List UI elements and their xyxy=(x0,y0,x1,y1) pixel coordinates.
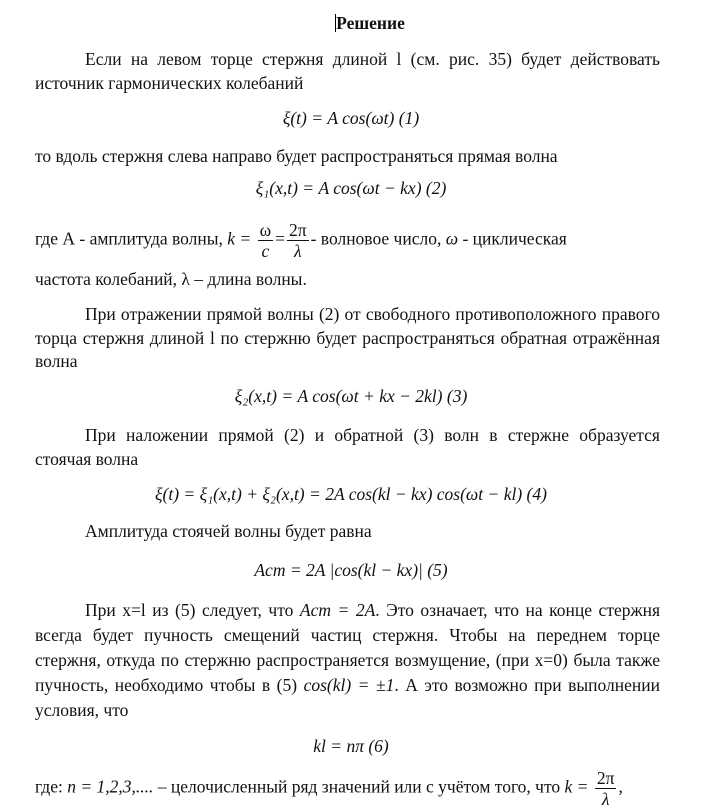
paragraph-6: Амплитуда стоячей волны будет равна xyxy=(85,521,372,541)
text: - волновое число, xyxy=(310,228,442,249)
math-omega: ω xyxy=(445,228,459,249)
paragraph-3 xyxy=(35,220,660,261)
text: – целочисленный ряд значений или с учётом того, что xyxy=(157,776,561,797)
denominator: λ xyxy=(601,789,610,809)
equation-6: kl = nπ (6) xyxy=(313,736,389,756)
paragraph-3-line-2: частота колебаний, λ – длина волны. xyxy=(35,269,307,289)
equation-2: ξ₁(x,t) = A cos(ωt − kx) (2) xyxy=(255,178,447,198)
numerator: 2π xyxy=(289,220,307,240)
paragraph-8 xyxy=(35,768,660,809)
equation-3: ξ₂(x,t) = A cos(ωt + kx − 2kl) (3) xyxy=(234,386,468,406)
equation-4: ξ(t) = ξ₁(x,t) + ξ₂(x,t) = 2A cos(kl − kx) cos(ωt − kl) (4) xyxy=(155,484,547,504)
title-text: Решение xyxy=(336,13,405,33)
paragraph-2: то вдоль стержня слева направо будет распространяться прямая волна xyxy=(35,146,558,166)
text: где: xyxy=(35,776,63,797)
math-amplitude: Aст = 2A xyxy=(299,600,376,620)
math-k: k = xyxy=(227,228,252,249)
text: При x=l из (5) следует, что xyxy=(85,600,294,620)
paragraph-4: При отражении прямой волны (2) от свободного противоположного правого торца стержня длиной l по стержню будет распространяться обратная отражённая волна xyxy=(35,304,660,371)
equation-5: Aст = 2A |cos(kl − kx)| (5) xyxy=(254,560,448,580)
numerator: ω xyxy=(259,220,272,240)
math-cos-condition: cos(kl) = ±1 xyxy=(303,675,395,695)
text: . Это означает, что на конце стержня всегда будет пучность смещений частиц стержня. Чтобы на переднем торце стержня, откуда по стержню распространяется возмущение, (при x=0) была также пучность, необходимо чтобы в (5) xyxy=(35,600,660,695)
paragraph-1: Если на левом торце стержня длиной l (см. рис. 35) будет действовать источник гармонических колебаний xyxy=(35,49,660,93)
equals: = xyxy=(275,228,285,249)
equation-1: ξ(t) = A cos(ωt) (1) xyxy=(282,108,420,128)
fraction-2pi-lambda xyxy=(287,220,309,261)
math-k: k = xyxy=(564,776,589,797)
paragraph-7 xyxy=(35,598,660,723)
section-title xyxy=(0,13,702,34)
denominator: λ xyxy=(294,241,302,261)
math-n-series: n = 1,2,3,.... xyxy=(67,776,154,797)
text: где А - амплитуда волны, xyxy=(35,228,223,249)
text: - циклическая xyxy=(462,228,567,249)
numerator: 2π xyxy=(596,768,615,788)
fraction-omega-c xyxy=(258,220,274,261)
paragraph-5: При наложении прямой (2) и обратной (3) волн в стержне образуется стоячая волна xyxy=(35,425,660,469)
denominator: c xyxy=(261,241,270,261)
fraction-2pi-lambda xyxy=(595,768,617,809)
text: . А это возможно при выполнении условия, что xyxy=(35,675,660,720)
text: , xyxy=(618,776,623,797)
